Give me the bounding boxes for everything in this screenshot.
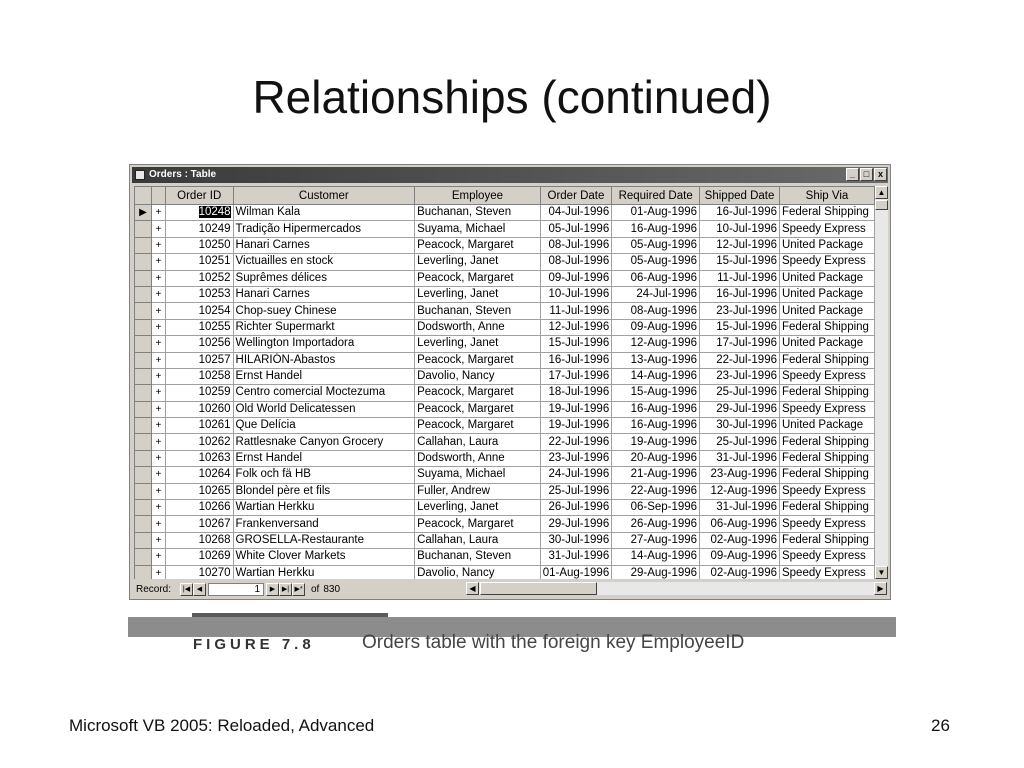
figure-caption: Orders table with the foreign key EmployeeID xyxy=(362,632,745,653)
table-row[interactable] xyxy=(135,286,875,302)
row-selector[interactable] xyxy=(135,549,152,565)
cell-required-date[interactable]: 24-Jul-1996 xyxy=(612,286,700,302)
cell-ship-via[interactable]: Federal Shipping xyxy=(779,352,874,368)
table-row[interactable] xyxy=(135,565,875,579)
expand-subdatasheet-icon[interactable]: + xyxy=(151,418,165,434)
cell-required-date[interactable]: 21-Aug-1996 xyxy=(612,467,700,483)
row-selector[interactable] xyxy=(135,368,152,384)
expand-subdatasheet-icon[interactable]: + xyxy=(151,368,165,384)
cell-order-id[interactable]: 10270 xyxy=(165,565,233,579)
expand-subdatasheet-icon[interactable]: + xyxy=(151,286,165,302)
record-navigation-bar xyxy=(134,581,888,597)
row-selector[interactable] xyxy=(135,483,152,499)
table-row[interactable] xyxy=(135,303,875,319)
cell-order-date[interactable]: 22-Jul-1996 xyxy=(540,434,612,450)
cell-order-id[interactable]: 10254 xyxy=(165,303,233,319)
expand-header xyxy=(151,187,165,205)
cell-order-date[interactable]: 05-Jul-1996 xyxy=(540,221,612,237)
cell-customer[interactable]: Frankenversand xyxy=(233,516,415,532)
row-selector[interactable] xyxy=(135,450,152,466)
cell-ship-via[interactable]: United Package xyxy=(779,418,874,434)
cell-employee[interactable]: Peacock, Margaret xyxy=(415,270,541,286)
cell-employee[interactable]: Leverling, Janet xyxy=(415,286,541,302)
cell-ship-via[interactable]: Federal Shipping xyxy=(779,467,874,483)
cell-employee[interactable]: Callahan, Laura xyxy=(415,434,541,450)
table-row[interactable] xyxy=(135,319,875,335)
cell-shipped-date[interactable]: 02-Aug-1996 xyxy=(700,532,780,548)
cell-shipped-date[interactable]: 02-Aug-1996 xyxy=(700,565,780,579)
expand-subdatasheet-icon[interactable]: + xyxy=(151,434,165,450)
cell-order-date[interactable]: 11-Jul-1996 xyxy=(540,303,612,319)
cell-employee[interactable]: Suyama, Michael xyxy=(415,221,541,237)
cell-customer[interactable]: Hanari Carnes xyxy=(233,286,415,302)
cell-customer[interactable]: Suprêmes délices xyxy=(233,270,415,286)
row-selector[interactable] xyxy=(135,221,152,237)
cell-order-date[interactable]: 08-Jul-1996 xyxy=(540,237,612,253)
cell-order-date[interactable]: 09-Jul-1996 xyxy=(540,270,612,286)
cell-employee[interactable]: Buchanan, Steven xyxy=(415,303,541,319)
record-total: 830 xyxy=(323,583,341,595)
table-row[interactable] xyxy=(135,205,875,221)
expand-subdatasheet-icon[interactable]: + xyxy=(151,352,165,368)
cell-ship-via[interactable]: Speedy Express xyxy=(779,483,874,499)
cell-order-date[interactable]: 17-Jul-1996 xyxy=(540,368,612,384)
column-header-shipped-date[interactable]: Shipped Date xyxy=(700,187,780,205)
cell-customer[interactable]: Blondel père et fils xyxy=(233,483,415,499)
row-selector[interactable] xyxy=(135,434,152,450)
row-selector[interactable]: ▶ xyxy=(135,205,152,221)
cell-shipped-date[interactable]: 10-Jul-1996 xyxy=(700,221,780,237)
cell-order-id[interactable]: 10252 xyxy=(165,270,233,286)
cell-customer[interactable]: Que Delícia xyxy=(233,418,415,434)
cell-customer[interactable]: Ernst Handel xyxy=(233,368,415,384)
table-row[interactable] xyxy=(135,434,875,450)
cell-order-id[interactable]: 10265 xyxy=(165,483,233,499)
cell-required-date[interactable]: 05-Aug-1996 xyxy=(612,254,700,270)
footer-course-title: Microsoft VB 2005: Reloaded, Advanced xyxy=(69,716,375,735)
slide-title: Relationships (continued) xyxy=(252,71,772,123)
cell-customer[interactable]: Rattlesnake Canyon Grocery xyxy=(233,434,415,450)
table-body xyxy=(135,205,875,580)
cell-customer[interactable]: Tradição Hipermercados xyxy=(233,221,415,237)
cell-employee[interactable]: Suyama, Michael xyxy=(415,467,541,483)
cell-order-date[interactable]: 23-Jul-1996 xyxy=(540,450,612,466)
cell-order-id[interactable]: 10264 xyxy=(165,467,233,483)
table-row[interactable] xyxy=(135,532,875,548)
cell-employee[interactable]: Leverling, Janet xyxy=(415,336,541,352)
cell-shipped-date[interactable]: 17-Jul-1996 xyxy=(700,336,780,352)
cell-required-date[interactable]: 29-Aug-1996 xyxy=(612,565,700,579)
cell-order-id[interactable]: 10259 xyxy=(165,385,233,401)
cell-order-id[interactable]: 10262 xyxy=(165,434,233,450)
cell-required-date[interactable]: 13-Aug-1996 xyxy=(612,352,700,368)
cell-ship-via[interactable]: United Package xyxy=(779,336,874,352)
expand-subdatasheet-icon[interactable]: + xyxy=(151,450,165,466)
selected-cell-text: 10248 xyxy=(198,206,231,219)
cell-ship-via[interactable]: Federal Shipping xyxy=(779,450,874,466)
cell-required-date[interactable]: 09-Aug-1996 xyxy=(612,319,700,335)
expand-subdatasheet-icon[interactable]: + xyxy=(151,483,165,499)
cell-order-id[interactable]: 10255 xyxy=(165,319,233,335)
cell-shipped-date[interactable]: 23-Aug-1996 xyxy=(700,467,780,483)
cell-customer[interactable]: Wellington Importadora xyxy=(233,336,415,352)
cell-ship-via[interactable]: Speedy Express xyxy=(779,549,874,565)
table-row[interactable] xyxy=(135,418,875,434)
column-header-required-date[interactable]: Required Date xyxy=(612,187,700,205)
cell-required-date[interactable]: 05-Aug-1996 xyxy=(612,237,700,253)
row-selector[interactable] xyxy=(135,467,152,483)
cell-order-id[interactable]: 10251 xyxy=(165,254,233,270)
cell-employee[interactable]: Peacock, Margaret xyxy=(415,385,541,401)
cell-employee[interactable]: Leverling, Janet xyxy=(415,500,541,516)
close-button[interactable]: x xyxy=(874,168,887,181)
cell-shipped-date[interactable]: 15-Jul-1996 xyxy=(700,254,780,270)
row-selector[interactable] xyxy=(135,303,152,319)
cell-employee[interactable]: Peacock, Margaret xyxy=(415,237,541,253)
cell-customer[interactable]: White Clover Markets xyxy=(233,549,415,565)
cell-employee[interactable]: Buchanan, Steven xyxy=(415,549,541,565)
record-of-label: of xyxy=(311,583,320,595)
cell-customer[interactable]: HILARIÓN-Abastos xyxy=(233,352,415,368)
expand-subdatasheet-icon[interactable]: + xyxy=(151,467,165,483)
row-selector[interactable] xyxy=(135,254,152,270)
cell-order-date[interactable]: 25-Jul-1996 xyxy=(540,483,612,499)
cell-employee[interactable]: Davolio, Nancy xyxy=(415,368,541,384)
cell-shipped-date[interactable]: 16-Jul-1996 xyxy=(700,205,780,221)
cell-customer[interactable]: Wartian Herkku xyxy=(233,500,415,516)
cell-ship-via[interactable]: United Package xyxy=(779,303,874,319)
row-selector[interactable] xyxy=(135,401,152,417)
cell-ship-via[interactable]: Speedy Express xyxy=(779,254,874,270)
column-header-order-date[interactable]: Order Date xyxy=(540,187,612,205)
cell-order-id[interactable]: 10257 xyxy=(165,352,233,368)
cell-order-id[interactable]: 10266 xyxy=(165,500,233,516)
cell-shipped-date[interactable]: 30-Jul-1996 xyxy=(700,418,780,434)
column-header-customer[interactable]: Customer xyxy=(233,187,415,205)
expand-subdatasheet-icon[interactable]: + xyxy=(151,221,165,237)
cell-ship-via[interactable]: United Package xyxy=(779,286,874,302)
cell-order-id[interactable]: 10267 xyxy=(165,516,233,532)
cell-required-date[interactable]: 06-Aug-1996 xyxy=(612,270,700,286)
cell-employee[interactable]: Dodsworth, Anne xyxy=(415,319,541,335)
cell-required-date[interactable]: 16-Aug-1996 xyxy=(612,221,700,237)
cell-order-date[interactable]: 19-Jul-1996 xyxy=(540,418,612,434)
cell-required-date[interactable]: 26-Aug-1996 xyxy=(612,516,700,532)
cell-order-id[interactable]: 10258 xyxy=(165,368,233,384)
cell-shipped-date[interactable]: 15-Jul-1996 xyxy=(700,319,780,335)
table-row[interactable] xyxy=(135,500,875,516)
cell-shipped-date[interactable]: 29-Jul-1996 xyxy=(700,401,780,417)
cell-required-date[interactable]: 14-Aug-1996 xyxy=(612,549,700,565)
cell-shipped-date[interactable]: 23-Jul-1996 xyxy=(700,303,780,319)
row-selector[interactable] xyxy=(135,286,152,302)
cell-employee[interactable]: Peacock, Margaret xyxy=(415,418,541,434)
expand-subdatasheet-icon[interactable]: + xyxy=(151,319,165,335)
cell-customer[interactable]: Chop-suey Chinese xyxy=(233,303,415,319)
table-row[interactable] xyxy=(135,237,875,253)
column-header-employee[interactable]: Employee xyxy=(415,187,541,205)
table-row[interactable] xyxy=(135,254,875,270)
expand-subdatasheet-icon[interactable]: + xyxy=(151,500,165,516)
row-selector[interactable] xyxy=(135,532,152,548)
expand-subdatasheet-icon[interactable]: + xyxy=(151,336,165,352)
cell-ship-via[interactable]: Federal Shipping xyxy=(779,532,874,548)
cell-ship-via[interactable]: United Package xyxy=(779,270,874,286)
previous-record-button[interactable]: ◀ xyxy=(193,583,206,596)
next-record-button[interactable]: ▶ xyxy=(266,583,279,596)
cell-shipped-date[interactable]: 11-Jul-1996 xyxy=(700,270,780,286)
scroll-left-icon[interactable]: ◀ xyxy=(466,582,479,595)
cell-order-date[interactable]: 29-Jul-1996 xyxy=(540,516,612,532)
cell-order-date[interactable]: 16-Jul-1996 xyxy=(540,352,612,368)
cell-order-date[interactable]: 18-Jul-1996 xyxy=(540,385,612,401)
table-row[interactable] xyxy=(135,549,875,565)
table-icon xyxy=(135,170,145,180)
expand-subdatasheet-icon[interactable]: + xyxy=(151,549,165,565)
cell-ship-via[interactable]: Speedy Express xyxy=(779,565,874,579)
table-row[interactable] xyxy=(135,401,875,417)
cell-customer[interactable]: Ernst Handel xyxy=(233,450,415,466)
expand-subdatasheet-icon[interactable]: + xyxy=(151,385,165,401)
cell-required-date[interactable]: 06-Sep-1996 xyxy=(612,500,700,516)
cell-order-date[interactable]: 10-Jul-1996 xyxy=(540,286,612,302)
cell-order-date[interactable]: 26-Jul-1996 xyxy=(540,500,612,516)
minimize-button[interactable]: _ xyxy=(846,168,859,181)
cell-customer[interactable]: Wartian Herkku xyxy=(233,565,415,579)
cell-required-date[interactable]: 19-Aug-1996 xyxy=(612,434,700,450)
cell-required-date[interactable]: 16-Aug-1996 xyxy=(612,401,700,417)
row-selector[interactable] xyxy=(135,385,152,401)
last-record-button[interactable]: ▶| xyxy=(279,583,292,596)
cell-order-date[interactable]: 30-Jul-1996 xyxy=(540,532,612,548)
table-row[interactable] xyxy=(135,516,875,532)
expand-subdatasheet-icon[interactable]: + xyxy=(151,532,165,548)
cell-order-id[interactable]: 10253 xyxy=(165,286,233,302)
cell-ship-via[interactable]: United Package xyxy=(779,237,874,253)
expand-subdatasheet-icon[interactable]: + xyxy=(151,303,165,319)
cell-employee[interactable]: Buchanan, Steven xyxy=(415,205,541,221)
maximize-button[interactable]: □ xyxy=(860,168,873,181)
cell-customer[interactable]: Folk och fä HB xyxy=(233,467,415,483)
cell-required-date[interactable]: 27-Aug-1996 xyxy=(612,532,700,548)
cell-shipped-date[interactable]: 25-Jul-1996 xyxy=(700,434,780,450)
scroll-right-icon[interactable]: ▶ xyxy=(874,582,887,595)
row-selector[interactable] xyxy=(135,352,152,368)
column-header-ship-via[interactable]: Ship Via xyxy=(779,187,874,205)
scroll-up-icon[interactable]: ▲ xyxy=(875,186,888,199)
cell-required-date[interactable]: 16-Aug-1996 xyxy=(612,418,700,434)
orders-table xyxy=(134,186,875,579)
cell-ship-via[interactable]: Federal Shipping xyxy=(779,385,874,401)
cell-customer[interactable]: GROSELLA-Restaurante xyxy=(233,532,415,548)
cell-customer[interactable]: Old World Delicatessen xyxy=(233,401,415,417)
cell-ship-via[interactable]: Federal Shipping xyxy=(779,205,874,221)
table-row[interactable] xyxy=(135,483,875,499)
cell-order-id[interactable]: 10268 xyxy=(165,532,233,548)
cell-shipped-date[interactable]: 23-Jul-1996 xyxy=(700,368,780,384)
window-titlebar[interactable] xyxy=(132,167,888,183)
cell-shipped-date[interactable]: 31-Jul-1996 xyxy=(700,450,780,466)
cell-ship-via[interactable]: Federal Shipping xyxy=(779,500,874,516)
row-selector-header[interactable] xyxy=(135,187,152,205)
cell-order-id[interactable]: 10250 xyxy=(165,237,233,253)
cell-ship-via[interactable]: Speedy Express xyxy=(779,516,874,532)
cell-required-date[interactable]: 08-Aug-1996 xyxy=(612,303,700,319)
new-record-button[interactable]: ▶* xyxy=(292,583,305,596)
cell-required-date[interactable]: 22-Aug-1996 xyxy=(612,483,700,499)
cell-ship-via[interactable]: Federal Shipping xyxy=(779,434,874,450)
cell-employee[interactable]: Peacock, Margaret xyxy=(415,516,541,532)
vertical-scroll-thumb[interactable] xyxy=(875,200,888,210)
cell-employee[interactable]: Peacock, Margaret xyxy=(415,352,541,368)
table-row[interactable] xyxy=(135,221,875,237)
column-header-order-id[interactable]: Order ID xyxy=(165,187,233,205)
cell-order-date[interactable]: 12-Jul-1996 xyxy=(540,319,612,335)
cell-order-date[interactable]: 01-Aug-1996 xyxy=(540,565,612,579)
cell-order-date[interactable]: 04-Jul-1996 xyxy=(540,205,612,221)
cell-shipped-date[interactable]: 22-Jul-1996 xyxy=(700,352,780,368)
cell-shipped-date[interactable]: 12-Aug-1996 xyxy=(700,483,780,499)
record-number-input[interactable]: 1 xyxy=(208,583,264,596)
cell-employee[interactable]: Callahan, Laura xyxy=(415,532,541,548)
cell-shipped-date[interactable]: 25-Jul-1996 xyxy=(700,385,780,401)
cell-required-date[interactable]: 15-Aug-1996 xyxy=(612,385,700,401)
cell-customer[interactable]: Hanari Carnes xyxy=(233,237,415,253)
cell-customer[interactable]: Richter Supermarkt xyxy=(233,319,415,335)
table-row[interactable] xyxy=(135,352,875,368)
expand-subdatasheet-icon[interactable]: + xyxy=(151,565,165,579)
cell-order-date[interactable]: 15-Jul-1996 xyxy=(540,336,612,352)
datasheet-grid xyxy=(134,186,875,579)
cell-employee[interactable]: Davolio, Nancy xyxy=(415,565,541,579)
table-row[interactable] xyxy=(135,385,875,401)
cell-required-date[interactable]: 01-Aug-1996 xyxy=(612,205,700,221)
horizontal-scrollbar[interactable] xyxy=(466,582,887,595)
table-row[interactable] xyxy=(135,336,875,352)
page-number: 26 xyxy=(931,716,950,735)
cell-ship-via[interactable]: Speedy Express xyxy=(779,221,874,237)
cell-order-id[interactable]: 10263 xyxy=(165,450,233,466)
expand-subdatasheet-icon[interactable]: + xyxy=(151,270,165,286)
cell-ship-via[interactable]: Federal Shipping xyxy=(779,319,874,335)
table-row[interactable] xyxy=(135,467,875,483)
cell-shipped-date[interactable]: 09-Aug-1996 xyxy=(700,549,780,565)
table-row[interactable] xyxy=(135,368,875,384)
cell-employee[interactable]: Dodsworth, Anne xyxy=(415,450,541,466)
cell-shipped-date[interactable]: 31-Jul-1996 xyxy=(700,500,780,516)
cell-customer[interactable]: Wilman Kala xyxy=(233,205,415,221)
row-selector[interactable] xyxy=(135,319,152,335)
cell-order-id[interactable]: 10260 xyxy=(165,401,233,417)
row-selector[interactable] xyxy=(135,237,152,253)
cell-customer[interactable]: Centro comercial Moctezuma xyxy=(233,385,415,401)
row-selector[interactable] xyxy=(135,336,152,352)
expand-subdatasheet-icon[interactable]: + xyxy=(151,237,165,253)
cell-order-date[interactable]: 31-Jul-1996 xyxy=(540,549,612,565)
cell-order-id[interactable]: 10249 xyxy=(165,221,233,237)
vertical-scrollbar[interactable] xyxy=(875,186,888,579)
cell-order-id[interactable]: 10256 xyxy=(165,336,233,352)
cell-shipped-date[interactable]: 06-Aug-1996 xyxy=(700,516,780,532)
cell-order-id[interactable] xyxy=(165,205,233,221)
cell-order-id[interactable]: 10261 xyxy=(165,418,233,434)
expand-subdatasheet-icon[interactable]: + xyxy=(151,254,165,270)
cell-ship-via[interactable]: Speedy Express xyxy=(779,401,874,417)
row-selector[interactable] xyxy=(135,418,152,434)
cell-order-id[interactable]: 10269 xyxy=(165,549,233,565)
column-header-row xyxy=(135,187,875,205)
figure-label: FIGURE 7.8 xyxy=(193,636,315,653)
cell-employee[interactable]: Leverling, Janet xyxy=(415,254,541,270)
table-row[interactable] xyxy=(135,270,875,286)
record-label: Record: xyxy=(136,583,172,595)
orders-table-window xyxy=(129,164,891,600)
cell-order-date[interactable]: 19-Jul-1996 xyxy=(540,401,612,417)
horizontal-scroll-thumb[interactable] xyxy=(480,582,597,595)
scroll-down-icon[interactable]: ▼ xyxy=(875,566,888,579)
expand-subdatasheet-icon[interactable]: + xyxy=(151,401,165,417)
table-row[interactable] xyxy=(135,450,875,466)
expand-subdatasheet-icon[interactable]: + xyxy=(151,516,165,532)
cell-order-date[interactable]: 24-Jul-1996 xyxy=(540,467,612,483)
cell-ship-via[interactable]: Speedy Express xyxy=(779,368,874,384)
cell-order-date[interactable]: 08-Jul-1996 xyxy=(540,254,612,270)
cell-shipped-date[interactable]: 16-Jul-1996 xyxy=(700,286,780,302)
cell-required-date[interactable]: 12-Aug-1996 xyxy=(612,336,700,352)
row-selector[interactable] xyxy=(135,565,152,579)
first-record-button[interactable]: |◀ xyxy=(180,583,193,596)
row-selector[interactable] xyxy=(135,516,152,532)
cell-customer[interactable]: Victuailles en stock xyxy=(233,254,415,270)
row-selector[interactable] xyxy=(135,270,152,286)
cell-employee[interactable]: Peacock, Margaret xyxy=(415,401,541,417)
cell-required-date[interactable]: 20-Aug-1996 xyxy=(612,450,700,466)
cell-required-date[interactable]: 14-Aug-1996 xyxy=(612,368,700,384)
cell-employee[interactable]: Fuller, Andrew xyxy=(415,483,541,499)
cell-shipped-date[interactable]: 12-Jul-1996 xyxy=(700,237,780,253)
window-title: Orders : Table xyxy=(149,169,217,180)
expand-subdatasheet-icon[interactable]: + xyxy=(151,205,165,221)
row-selector[interactable] xyxy=(135,500,152,516)
